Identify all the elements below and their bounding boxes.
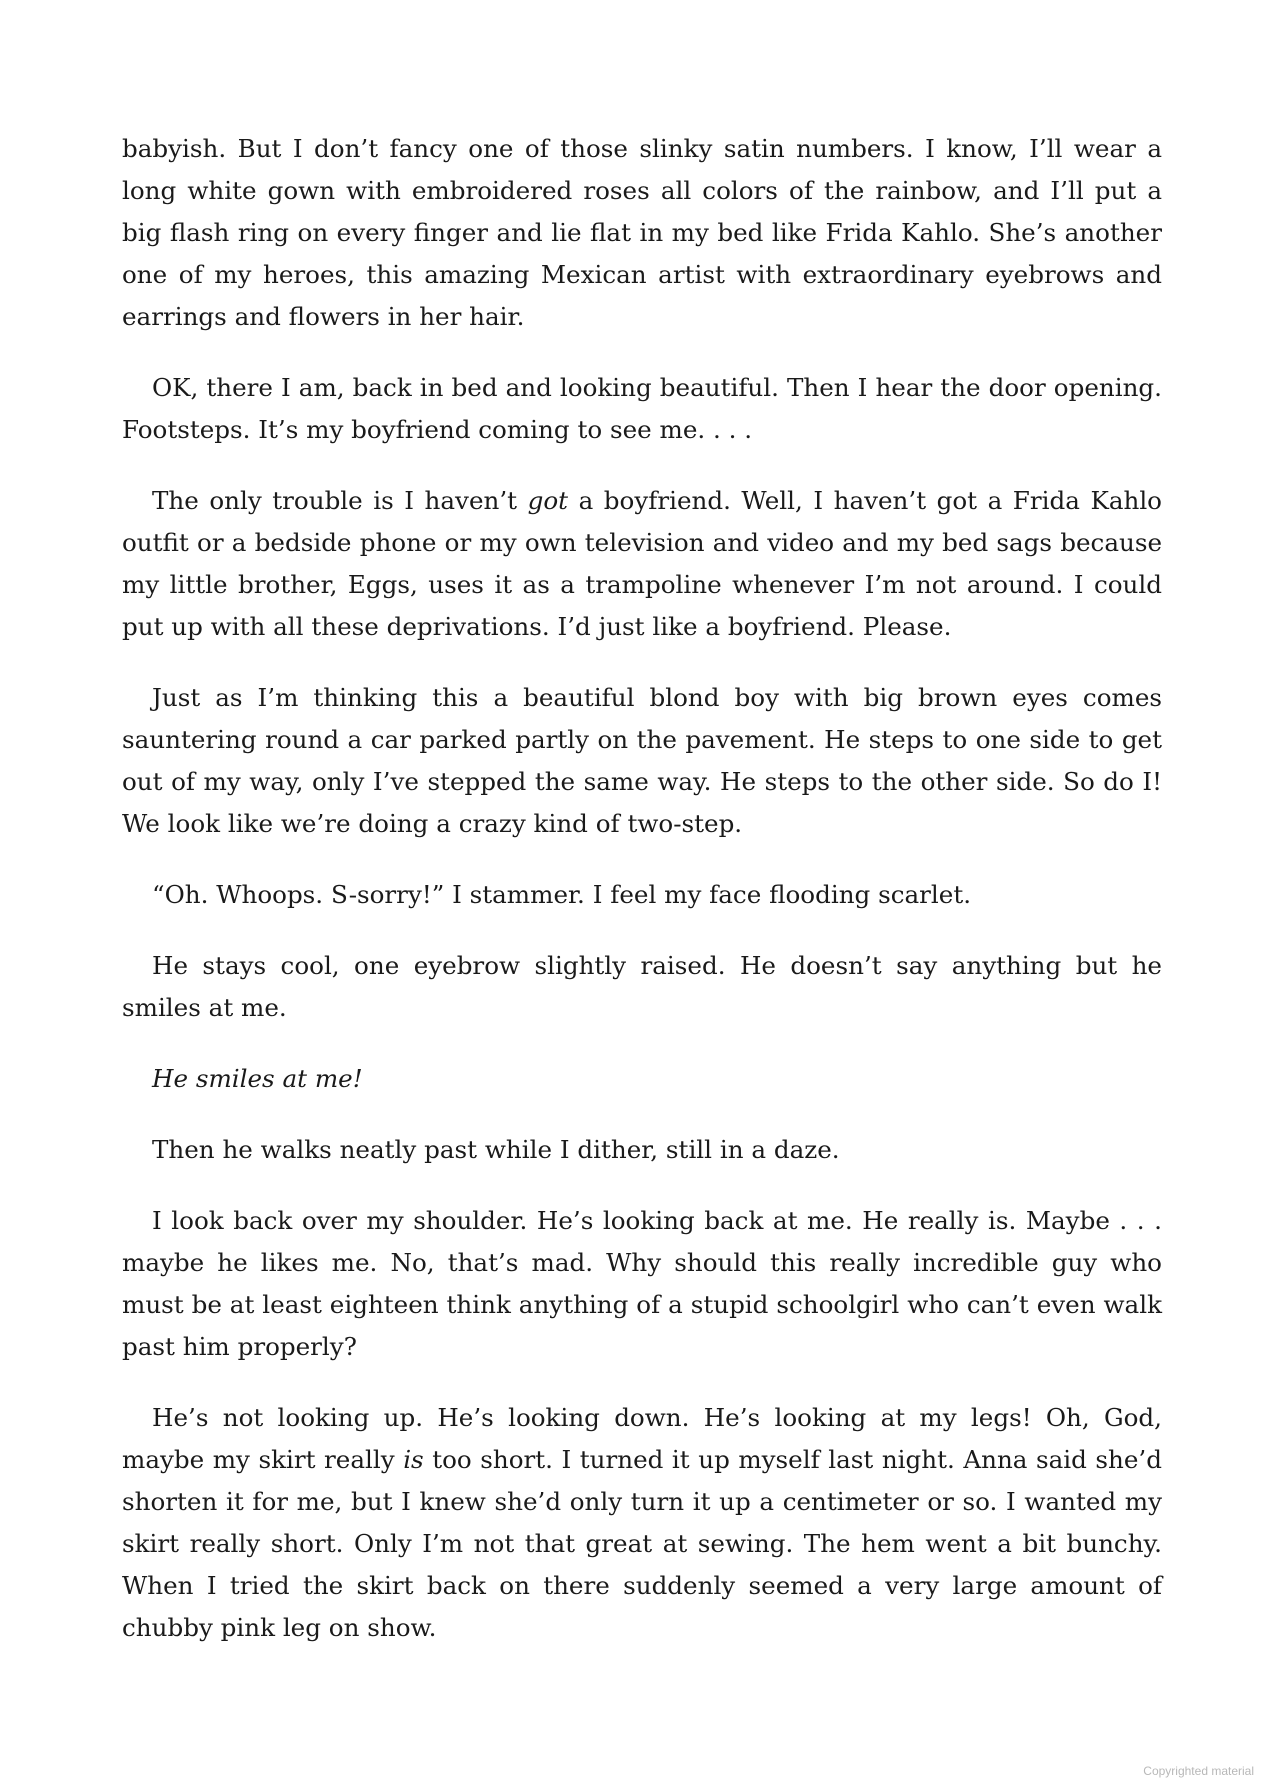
italic-text: is	[403, 1445, 424, 1474]
paragraph-text: I look back over my shoulder. He’s looking back at me. He really is. Maybe . . . maybe he likes me. No, that’s mad. Why should this really incredible guy who must be at least eighteen think anything of a stupid schoolgirl who can’t even walk past him properly?	[122, 1206, 1162, 1361]
paragraph-text: The only trouble is I haven’t	[152, 486, 528, 515]
paragraph-text: He’s not looking up. He’s looking down. He’s looking at my legs! Oh, God, maybe my skirt really	[122, 1403, 1162, 1474]
paragraph-10	[122, 1397, 1162, 1649]
paragraph-5	[122, 874, 1162, 916]
paragraph-text: “Oh. Whoops. S-sorry!” I stammer. I feel my face flooding scarlet.	[152, 880, 972, 909]
italic-text: got	[527, 486, 569, 515]
paragraph-6	[122, 945, 1162, 1029]
copyright-notice: Copyrighted material	[1143, 1764, 1254, 1778]
paragraph-text: babyish. But I don’t fancy one of those slinky satin numbers. I know, I’ll wear a long white gown with embroidered roses all colors of the rainbow, and I’ll put a big flash ring on every finger and lie flat in my bed like Frida Kahlo. She’s another one of my heroes, this amazing Mexican artist with extraordinary eyebrows and earrings and flowers in her hair.	[122, 134, 1162, 331]
paragraph-3	[122, 480, 1162, 648]
paragraph-4	[122, 677, 1162, 845]
paragraph-text: OK, there I am, back in bed and looking beautiful. Then I hear the door opening. Footsteps. It’s my boyfriend coming to see me. . . .	[122, 373, 1162, 444]
paragraph-1	[122, 128, 1162, 338]
book-page-body	[122, 128, 1162, 1649]
paragraph-7	[122, 1058, 1162, 1100]
paragraph-text: too short. I turned it up myself last night. Anna said she’d shorten it for me, but I knew she’d only turn it up a centimeter or so. I wanted my skirt really short. Only I’m not that great at sewing. The hem went a bit bunchy. When I tried the skirt back on there suddenly seemed a very large amount of chubby pink leg on show.	[122, 1445, 1162, 1642]
paragraph-text: Then he walks neatly past while I dither, still in a daze.	[152, 1135, 840, 1164]
italic-text: He smiles at me!	[152, 1064, 363, 1093]
paragraph-text: a boyfriend. Well, I haven’t got a Frida Kahlo outfit or a bedside phone or my own television and video and my bed sags because my little brother, Eggs, uses it as a trampoline whenever I’m not around. I could put up with all these deprivations. I’d just like a boyfriend. Please.	[122, 486, 1162, 641]
paragraph-2	[122, 367, 1162, 451]
paragraph-9	[122, 1200, 1162, 1368]
paragraph-text: He stays cool, one eyebrow slightly raised. He doesn’t say anything but he smiles at me.	[122, 951, 1162, 1022]
paragraph-text: Just as I’m thinking this a beautiful blond boy with big brown eyes comes sauntering round a car parked partly on the pavement. He steps to one side to get out of my way, only I’ve stepped the same way. He steps to the other side. So do I! We look like we’re doing a crazy kind of two-step.	[122, 683, 1162, 838]
paragraph-8	[122, 1129, 1162, 1171]
